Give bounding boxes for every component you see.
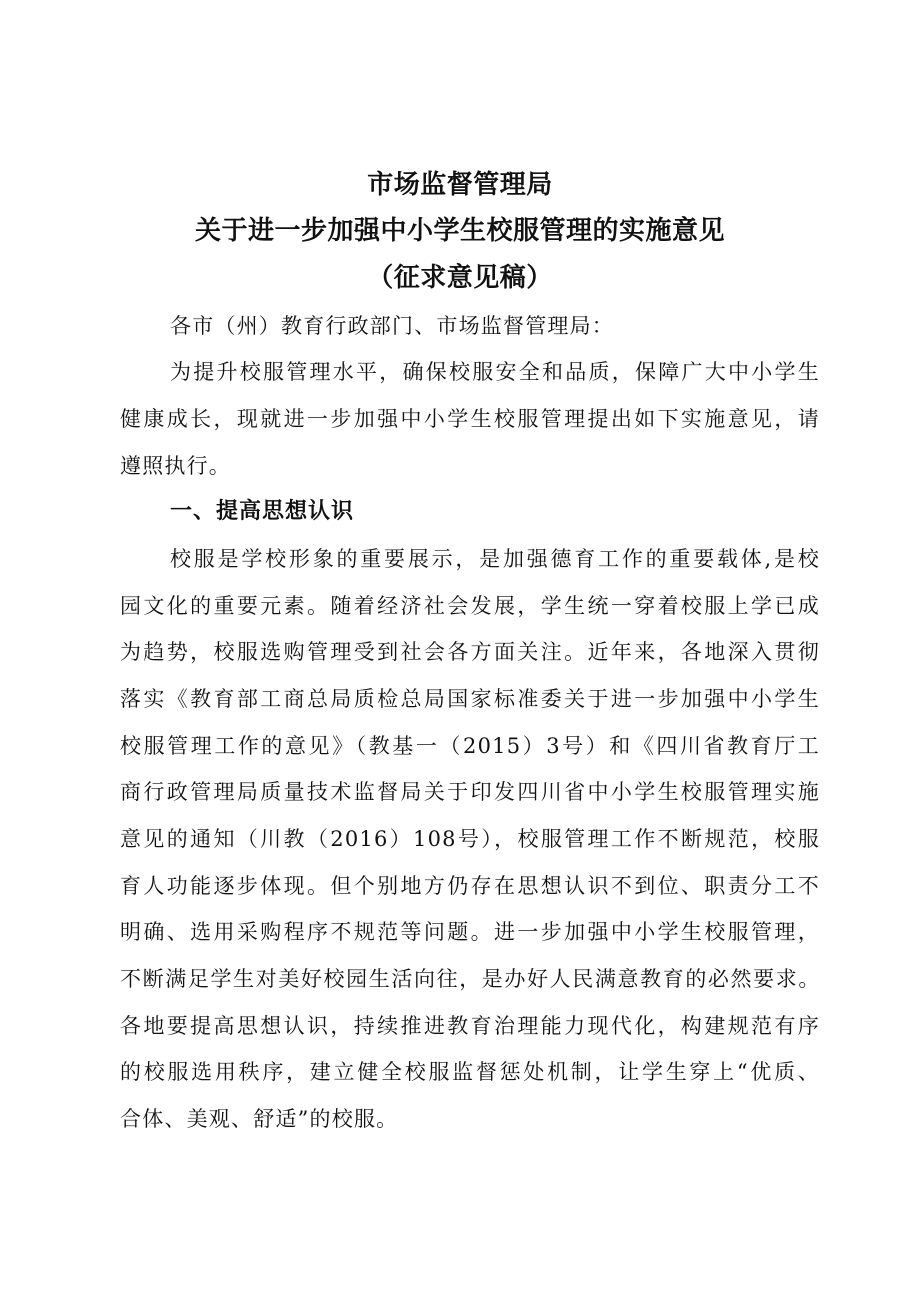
body-line: 落实《教育部工商总局质检总局国家标准委关于进一步加强中小学生 (120, 687, 820, 711)
body-line: 校服是学校形象的重要展示，是加强德育工作的重要载体,是校 (170, 547, 820, 571)
salutation: 各市（州）教育行政部门、市场监督管理局： (170, 314, 614, 338)
body-line: 意见的通知（川教（2016）108号），校服管理工作不断规范，校服 (120, 827, 820, 851)
body-line: 校服管理工作的意见》（教基一（2015）3号）和《四川省教育厅工 (120, 734, 820, 758)
body-line: 合体、美观、舒适”的校服。 (120, 1107, 399, 1131)
intro-line: 遵照执行。 (120, 454, 231, 478)
title-main: 关于进一步加强中小学生校服管理的实施意见 (194, 216, 725, 246)
body-line: 的校服选用秩序，建立健全校服监督惩处机制，让学生穿上“优质、 (120, 1060, 820, 1084)
body-line: 明确、选用采购程序不规范等问题。进一步加强中小学生校服管理， (120, 920, 820, 944)
body-line: 商行政管理局质量技术监督局关于印发四川省中小学生校服管理实施 (120, 780, 820, 804)
body-line: 为趋势，校服选购管理受到社会各方面关注。近年来，各地深入贯彻 (120, 640, 820, 664)
body-line: 园文化的重要元素。随着经济社会发展，学生统一穿着校服上学已成 (120, 594, 820, 618)
title-draft-note: （征求意见稿） (367, 263, 553, 293)
intro-line: 为提升校服管理水平，确保校服安全和品质，保障广大中小学生 (170, 360, 820, 384)
body-line: 育人功能逐步体现。但个别地方仍存在思想认识不到位、职责分工不 (120, 874, 820, 898)
body-line: 不断满足学生对美好校园生活向往，是办好人民满意教育的必然要求。 (120, 967, 820, 991)
section-heading: 一、提高思想认识 (170, 499, 355, 524)
intro-line: 健康成长，现就进一步加强中小学生校服管理提出如下实施意见，请 (120, 407, 820, 431)
body-line: 各地要提高思想认识，持续推进教育治理能力现代化，构建规范有序 (120, 1014, 820, 1038)
title-issuer: 市场监督管理局 (367, 170, 553, 200)
